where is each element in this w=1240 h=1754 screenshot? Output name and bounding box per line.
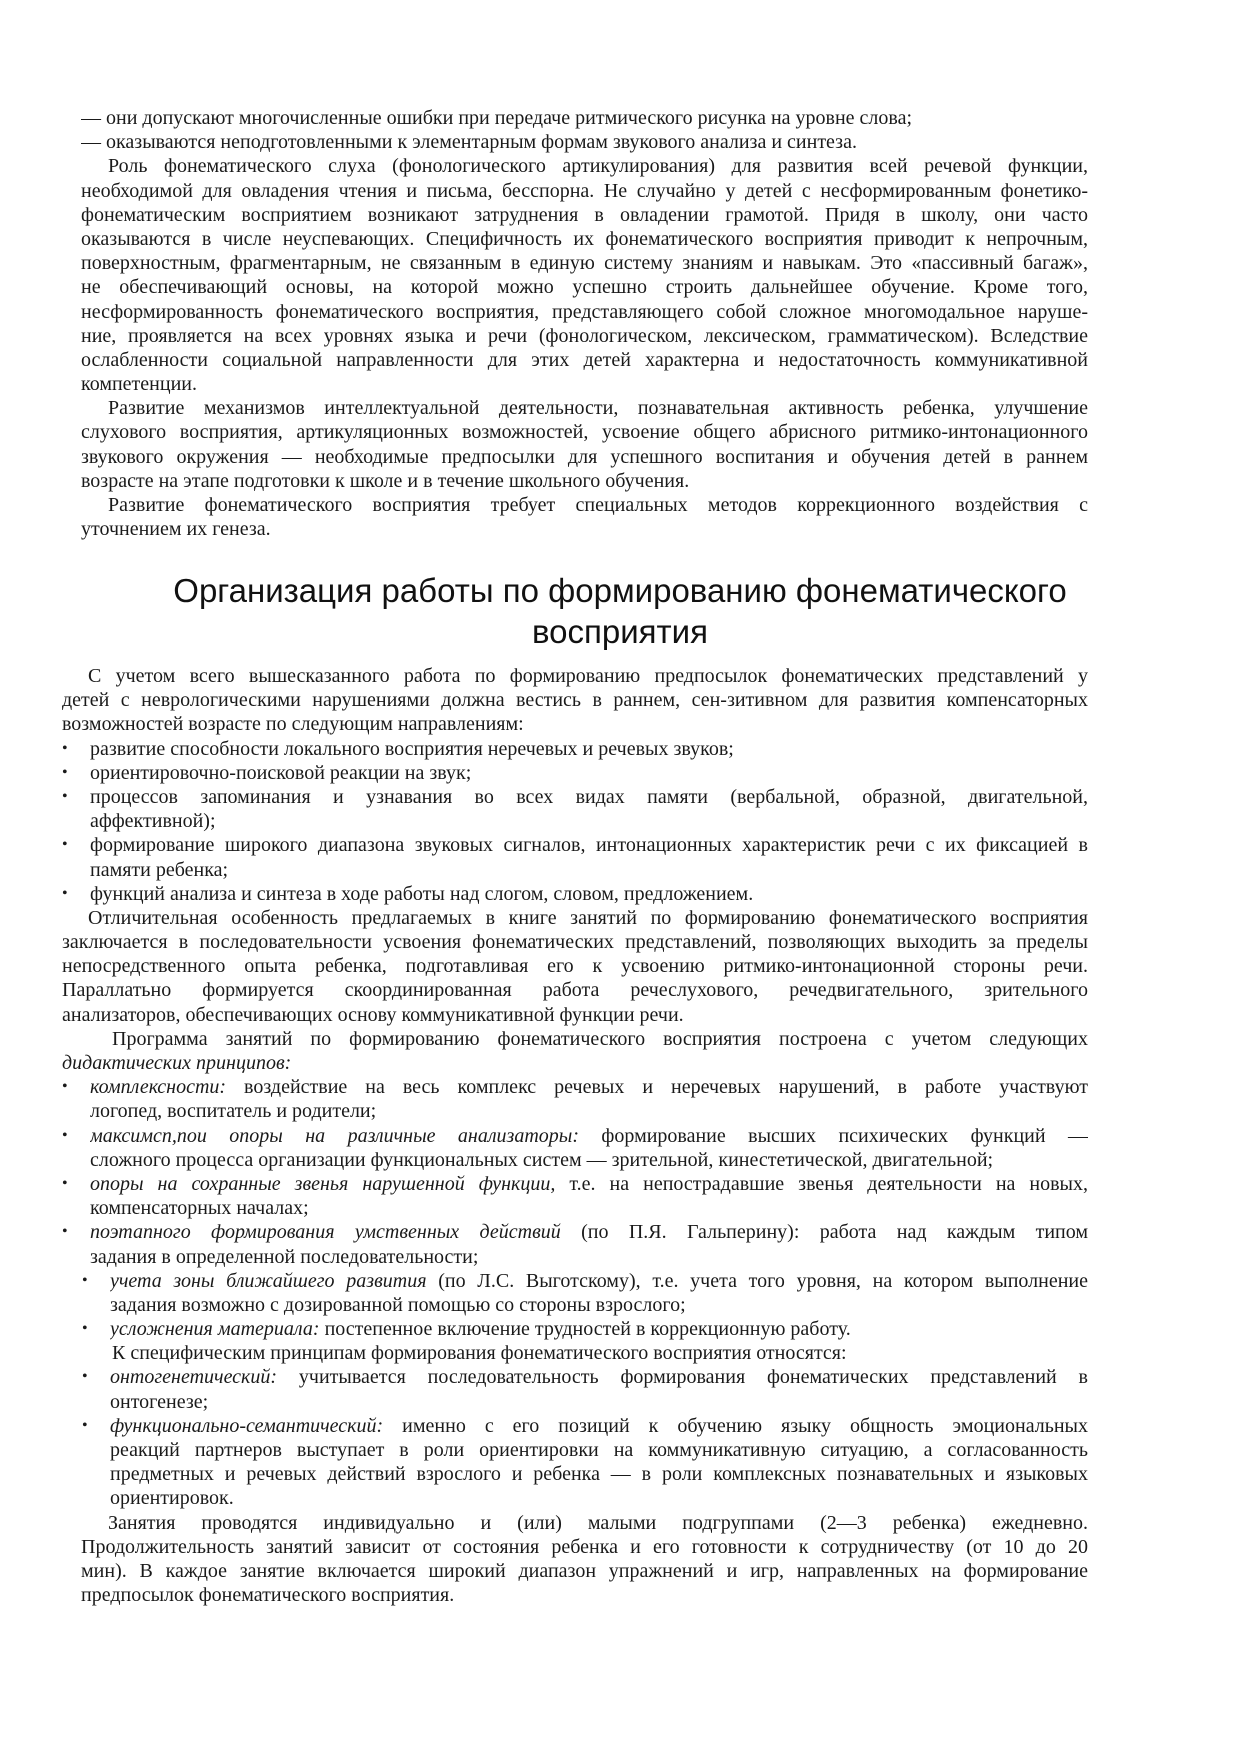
line-text — [81, 227, 1088, 251]
line-text — [90, 1075, 1088, 1099]
text-line — [0, 227, 1240, 251]
text-line — [0, 1027, 1240, 1051]
line-content: компенсаторных началах; — [90, 1197, 309, 1220]
line-content: компетенции. — [81, 373, 197, 396]
line-text — [108, 493, 1088, 517]
list-item-line — [0, 1269, 1240, 1293]
line-content: Параллатьно формируется скоординированная работа речеслухового, речедвигательного, зрительного — [62, 979, 1088, 1002]
text-line — [0, 1003, 1240, 1027]
bullet-icon: • — [82, 1416, 88, 1434]
text-line — [0, 106, 1240, 130]
text-line — [0, 372, 1240, 396]
line-content: аффективной); — [90, 810, 216, 833]
text-line — [0, 154, 1240, 178]
line-text — [110, 1365, 1088, 1389]
list-item-line — [0, 882, 1240, 906]
bullet-icon: • — [82, 1320, 88, 1338]
line-text — [81, 469, 1088, 493]
line-content: воздействие на весь комплекс речевых и неречевых нарушений, в работе участвуют — [226, 1076, 1088, 1099]
text-line — [0, 1583, 1240, 1607]
list-item-line — [0, 1414, 1240, 1438]
line-content: предпосылок фонематического восприятия. — [81, 1584, 455, 1607]
line-text — [81, 203, 1088, 227]
line-content: ориентировок. — [110, 1487, 234, 1510]
bullet-icon: • — [82, 1368, 88, 1386]
line-content: мин). В каждое занятие включается широкий диапазон упражнений и игр, направленных на формирование — [81, 1559, 1088, 1582]
italic-term: онтогенетический: — [110, 1366, 278, 1389]
text-line — [0, 809, 1240, 833]
bullet-icon: • — [62, 739, 68, 757]
line-text — [81, 420, 1088, 444]
bullet-icon: • — [62, 1174, 68, 1192]
text-line — [0, 1148, 1240, 1172]
line-text — [90, 761, 1088, 785]
line-text — [110, 1390, 1088, 1414]
line-content: уточнением их генеза. — [81, 518, 271, 541]
line-content: (по Л.С. Выготскому), т.е. учета того уровня, на котором выполнение — [426, 1269, 1088, 1292]
list-item-line — [0, 1317, 1240, 1341]
line-content: необходимой для овладения чтения и письма, бесспорна. Не случайно у детей с несформированным фонетико- — [81, 179, 1088, 202]
text-line — [0, 1462, 1240, 1486]
line-text — [110, 1486, 1088, 1510]
line-content: — они допускают многочисленные ошибки при передаче ритмического рисунка на уровне слова; — [81, 107, 913, 129]
line-content: Развитие механизмов интеллектуальной деятельности, познавательная активность ребенка, улучшение — [108, 397, 1088, 420]
line-text — [81, 324, 1088, 348]
text-line — [0, 445, 1240, 469]
line-content: Занятия проводятся индивидуально и (или) малыми подгруппами (2—3 ребенка) ежедневно. — [108, 1511, 1088, 1534]
list-item-line — [0, 1220, 1240, 1244]
bullet-icon: • — [62, 763, 68, 781]
text-line — [0, 1559, 1240, 1583]
line-text — [81, 1559, 1088, 1583]
line-text — [90, 882, 1088, 906]
line-content: заключается в последовательности усвоения фонематических представлений, позволяющих выходить за пределы — [62, 931, 1088, 954]
line-content: т.е. на непострадавшие звенья деятельности на новых, — [555, 1172, 1088, 1195]
text-line — [0, 930, 1240, 954]
text-line — [0, 1390, 1240, 1414]
heading-line-1: Организация работы по формированию фонематического — [173, 572, 1067, 609]
line-content: развитие способности локального восприятия неречевых и речевых звуков; — [90, 737, 734, 760]
line-text — [108, 154, 1088, 178]
text-line — [0, 300, 1240, 324]
bullet-icon: • — [82, 1271, 88, 1289]
line-content: процессов запоминания и узнавания во всех видах памяти (вербальной, образной, двигательной, — [90, 785, 1088, 808]
bullet-icon: • — [62, 884, 68, 902]
list-item-line — [0, 761, 1240, 785]
text-line — [0, 1438, 1240, 1462]
line-content: возрасте на этапе подготовки к школе и в течение школьного обучения. — [81, 469, 690, 492]
line-text — [62, 978, 1088, 1002]
line-content: поверхностным, фрагментарным, не связанным в единую систему знаниям и навыкам. Это «пассивный багаж», — [81, 252, 1088, 275]
list-item-line — [0, 1365, 1240, 1389]
line-text — [81, 179, 1088, 203]
list-item-line — [0, 1124, 1240, 1148]
text-line — [0, 954, 1240, 978]
line-text — [108, 1511, 1088, 1535]
line-content: учитывается последовательность формирования фонематических представлений в — [277, 1366, 1088, 1389]
list-item-line — [0, 737, 1240, 761]
line-text — [110, 1438, 1088, 1462]
line-content: Продолжительность занятий зависит от состояния ребенка и его готовности к сотрудничеству (от 10 до 20 — [81, 1535, 1088, 1558]
bullet-icon: • — [62, 1078, 68, 1096]
line-text — [81, 445, 1088, 469]
line-content: задания в определенной последовательности; — [90, 1245, 479, 1268]
line-text — [90, 737, 1088, 761]
text-line — [0, 688, 1240, 712]
line-content: Роль фонематического слуха (фонологического артикулирования) для развития всей речевой функции, — [108, 155, 1088, 178]
italic-term: усложнения материала: — [110, 1318, 320, 1341]
text-line — [0, 1051, 1240, 1075]
line-content: К специфическим принципам формирования фонематического восприятия относятся: — [112, 1342, 847, 1365]
line-text — [81, 348, 1088, 372]
text-line — [0, 275, 1240, 299]
line-text — [88, 906, 1088, 930]
text-line — [0, 396, 1240, 420]
line-content: логопед, воспитатель и родители; — [90, 1100, 377, 1123]
line-text — [81, 300, 1088, 324]
text-line — [0, 179, 1240, 203]
line-text — [90, 809, 1088, 833]
bullet-icon: • — [62, 787, 68, 805]
line-content: сложного процесса организации функциональных систем — зрительной, кинестетической, двигательной; — [90, 1148, 994, 1171]
line-content: слухового восприятия, артикуляционных возможностей, усвоение общего абрисного ритмико-интонационного — [81, 421, 1088, 444]
line-content: постепенное включение трудностей в коррекционную работу. — [319, 1318, 851, 1341]
line-text — [110, 1414, 1088, 1438]
line-content: несформированность фонематического восприятия, представляющего собой сложное многомодальное наруше- — [81, 300, 1088, 323]
line-text — [62, 1051, 1088, 1075]
text-line — [0, 664, 1240, 688]
line-content: фонематическим восприятием возникают затруднения в овладении грамотой. Придя в школу, они часто — [81, 203, 1088, 226]
italic-term: поэтапного формирования умственных действий — [90, 1221, 561, 1244]
heading-line-2: восприятия — [532, 613, 708, 650]
line-text — [110, 1317, 1088, 1341]
line-text — [112, 1027, 1088, 1051]
line-content: — оказываются неподготовленными к элементарным формам звукового анализа и синтеза. — [81, 131, 857, 154]
line-text — [110, 1269, 1088, 1293]
text-line — [0, 324, 1240, 348]
line-text — [108, 396, 1088, 420]
line-text — [62, 1003, 1088, 1027]
line-text — [62, 712, 1088, 736]
text-line — [0, 1293, 1240, 1317]
italic-term: функционально-семантический: — [110, 1414, 384, 1437]
text-line — [0, 1245, 1240, 1269]
line-content: С учетом всего вышесказанного работа по формированию предпосылок фонематических представлений у — [88, 665, 1088, 687]
italic-term: дидактических принципов: — [62, 1052, 292, 1074]
text-line — [0, 469, 1240, 493]
line-text — [81, 251, 1088, 275]
line-text — [90, 1245, 1088, 1269]
text-line — [0, 712, 1240, 736]
section-heading — [0, 570, 1240, 652]
line-content: анализаторов, обеспечивающих основу коммуникативной функции речи. — [62, 1003, 684, 1026]
line-content: формирование высших психических функций — — [579, 1124, 1088, 1147]
text-line — [0, 420, 1240, 444]
line-text — [81, 106, 1088, 130]
line-text — [90, 1196, 1088, 1220]
line-content: именно с его позиций к обучению языку общность эмоциональных — [383, 1414, 1088, 1437]
line-text — [90, 833, 1088, 857]
line-content: памяти ребенка; — [90, 858, 229, 881]
organization-section — [0, 664, 1240, 1607]
text-line — [0, 1486, 1240, 1510]
text-line — [0, 130, 1240, 154]
line-text — [62, 954, 1088, 978]
line-content: звукового окружения — необходимые предпосылки для успешного воспитания и обучения детей в раннем — [81, 445, 1088, 468]
line-text — [110, 1462, 1088, 1486]
line-content: ослабленности социальной направленности для этих детей характерна и недостаточность коммуникативной — [81, 348, 1088, 371]
line-content: оказываются в числе неуспевающих. Специфичность их фонематического восприятия приводит к непрочным, — [81, 227, 1088, 250]
line-text — [112, 1341, 1088, 1365]
bullet-icon: • — [62, 836, 68, 854]
line-text — [81, 372, 1088, 396]
text-line — [0, 1535, 1240, 1559]
text-line — [0, 858, 1240, 882]
line-content: не обеспечивающий основы, на которой можно успешно строить дальнейшее обучение. Кроме того, — [81, 276, 1088, 299]
line-content: детей с неврологическими нарушениями должна вестись в раннем, сен-зитивном для развития компенсаторных — [62, 689, 1088, 712]
text-line — [0, 251, 1240, 275]
text-line — [0, 978, 1240, 1002]
italic-term: комплексности: — [90, 1076, 227, 1099]
line-content: реакций партнеров выступает в роли ориентировки на коммуникативную ситуацию, а согласованность — [110, 1439, 1088, 1461]
line-content: Программа занятий по формированию фонематического восприятия построена с учетом следующих — [112, 1027, 1088, 1050]
line-text — [62, 688, 1088, 712]
italic-term: максимсп,пои опоры на различные анализаторы: — [90, 1124, 579, 1147]
text-line — [0, 1099, 1240, 1123]
line-content: функций анализа и синтеза в ходе работы над слогом, словом, предложением. — [90, 882, 754, 905]
line-text — [90, 858, 1088, 882]
text-line — [0, 906, 1240, 930]
list-item-line — [0, 833, 1240, 857]
line-content: предметных и речевых действий взрослого и ребенка — в роли комплексных познавательных и языковых — [110, 1463, 1088, 1486]
bullet-icon: • — [62, 1126, 68, 1144]
line-text — [81, 1535, 1088, 1559]
text-line — [0, 1341, 1240, 1365]
line-content: (по П.Я. Гальперину): работа над каждым типом — [560, 1221, 1088, 1244]
line-content: задания возможно с дозированной помощью со стороны взрослого; — [110, 1293, 686, 1316]
text-line — [0, 203, 1240, 227]
italic-term: опоры на сохранные звенья нарушенной функции, — [90, 1172, 556, 1195]
bullet-icon: • — [62, 1223, 68, 1241]
line-text — [88, 664, 1088, 688]
text-line — [0, 1196, 1240, 1220]
line-content: формирование широкого диапазона звуковых сигналов, интонационных характеристик речи с их фиксацией в — [90, 834, 1088, 857]
intro-section — [0, 106, 1240, 541]
line-content: Отличительная особенность предлагаемых в книге занятий по формированию фонематического восприятия — [88, 906, 1088, 929]
line-text — [81, 130, 1088, 154]
list-item-line — [0, 1075, 1240, 1099]
line-content: ориентировочно-поисковой реакции на звук; — [90, 761, 472, 784]
line-text — [90, 1172, 1088, 1196]
list-item-line — [0, 785, 1240, 809]
line-text — [90, 785, 1088, 809]
list-item-line — [0, 1172, 1240, 1196]
line-text — [81, 1583, 1088, 1607]
italic-term: учета зоны ближайшего развития — [110, 1269, 427, 1292]
line-content: онтогенезе; — [110, 1390, 209, 1413]
line-text — [81, 517, 1088, 541]
text-line — [0, 517, 1240, 541]
line-content: Развитие фонематического восприятия требует специальных методов коррекционного воздействия с — [108, 494, 1088, 516]
line-text — [110, 1293, 1088, 1317]
line-text — [81, 275, 1088, 299]
text-line — [0, 1511, 1240, 1535]
line-text — [90, 1124, 1088, 1148]
line-text — [90, 1099, 1088, 1123]
text-line — [0, 493, 1240, 517]
line-content: ние, проявляется на всех уровнях языка и речи (фонологическом, лексическом, грамматическом). Вследствие — [81, 324, 1088, 347]
line-content: непосредственного опыта ребенка, подготавливая его к усвоению ритмико-интонационной стороны речи. — [62, 955, 1088, 978]
line-text — [62, 930, 1088, 954]
line-content: возможностей возрасте по следующим направлениям: — [62, 713, 524, 736]
line-text — [90, 1220, 1088, 1244]
line-text — [90, 1148, 1088, 1172]
text-line — [0, 348, 1240, 372]
